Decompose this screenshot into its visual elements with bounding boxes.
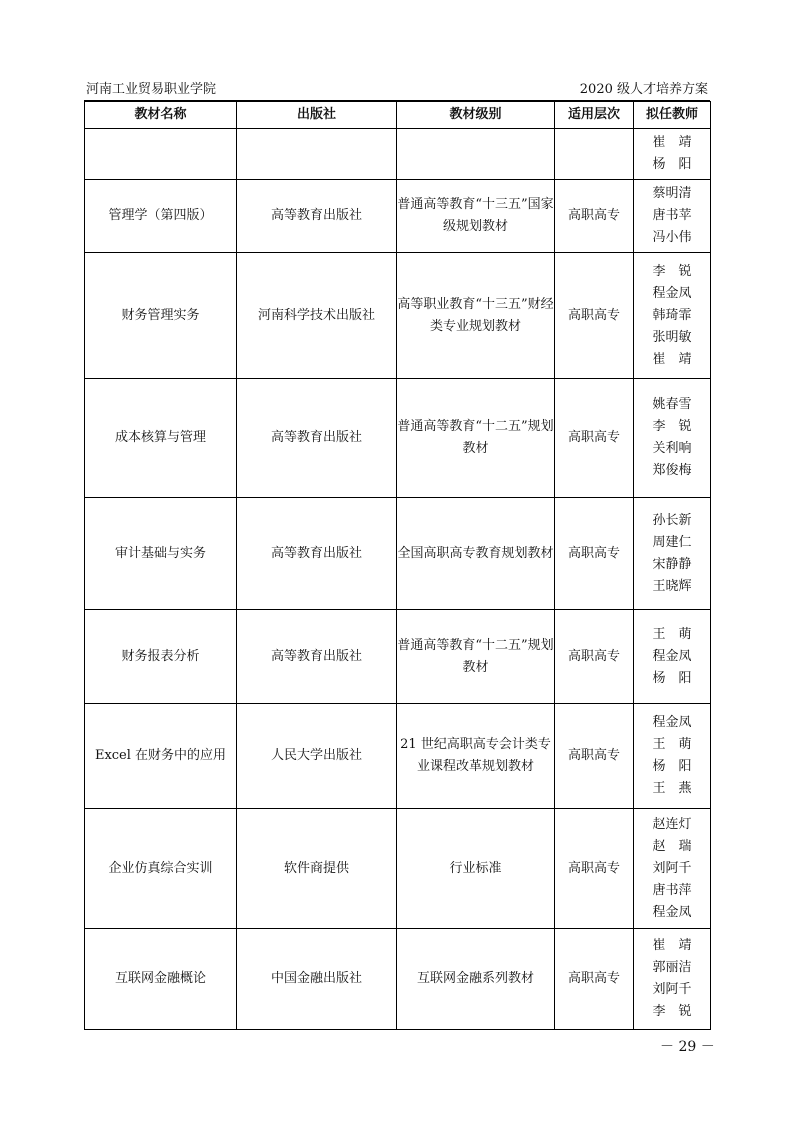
header-institution: 河南工业贸易职业学院	[86, 82, 217, 97]
teacher-name: 杨 阳	[652, 759, 692, 774]
cell-name: 成本核算与管理	[85, 379, 237, 498]
teacher-name: 蔡明清	[652, 186, 692, 201]
teacher-name: 李 锐	[652, 263, 692, 279]
teacher-name: 韩琦霏	[652, 307, 692, 323]
cell-name: 管理学（第四版）	[85, 180, 237, 253]
cell-level: 普通高等教育“十二五”规划教材	[397, 379, 555, 498]
cell-teachers	[634, 180, 711, 253]
cell-scope: 高职高专	[555, 379, 634, 498]
col-header-scope: 适用层次	[555, 102, 634, 129]
cell-publisher: 高等教育出版社	[237, 498, 397, 610]
col-header-publisher: 出版社	[237, 102, 397, 129]
cell-scope: 高职高专	[555, 253, 634, 379]
table-row	[85, 379, 711, 498]
teacher-name: 王 萌	[652, 737, 692, 752]
cell-publisher: 中国金融出版社	[237, 929, 397, 1030]
cell-name: 审计基础与实务	[85, 498, 237, 610]
cell-scope: 高职高专	[555, 809, 634, 929]
cell-name: 财务报表分析	[85, 610, 237, 704]
cell-publisher	[237, 129, 397, 180]
cell-scope: 高职高专	[555, 180, 634, 253]
cell-publisher: 软件商提供	[237, 809, 397, 929]
teacher-name: 程金凤	[652, 904, 692, 920]
cell-name: Excel 在财务中的应用	[85, 704, 237, 809]
teacher-name: 冯小伟	[652, 230, 692, 245]
teacher-name: 王晓辉	[652, 578, 692, 594]
table-row	[85, 610, 711, 704]
cell-name: 企业仿真综合实训	[85, 809, 237, 929]
col-header-name: 教材名称	[85, 102, 237, 129]
teacher-name: 王 萌	[652, 626, 692, 642]
cell-teachers	[634, 929, 711, 1030]
cell-teachers	[634, 704, 711, 809]
teacher-name: 宋静静	[652, 556, 692, 572]
teacher-name: 关利响	[652, 441, 692, 456]
cell-level	[397, 129, 555, 180]
cell-level: 全国高职高专教育规划教材	[397, 498, 555, 610]
teacher-name: 程金凤	[652, 285, 692, 301]
teacher-name: 程金凤	[652, 715, 692, 730]
teacher-name: 李 锐	[652, 1004, 692, 1019]
col-header-level: 教材级别	[397, 102, 555, 129]
cell-scope	[555, 129, 634, 180]
teacher-name: 孙长新	[652, 512, 692, 528]
cell-publisher: 高等教育出版社	[237, 379, 397, 498]
table-header-row	[85, 102, 711, 129]
cell-level: 普通高等教育“十三五”国家级规划教材	[397, 180, 555, 253]
table-row	[85, 180, 711, 253]
teacher-name: 赵 瑞	[652, 838, 692, 854]
cell-level: 行业标准	[397, 809, 555, 929]
cell-level: 互联网金融系列教材	[397, 929, 555, 1030]
cell-level: 21 世纪高职高专会计类专业课程改革规划教材	[397, 704, 555, 809]
teacher-name: 赵连灯	[652, 816, 692, 832]
teacher-name: 姚春雪	[652, 397, 692, 412]
cell-scope: 高职高专	[555, 610, 634, 704]
teacher-name: 张明敏	[652, 329, 692, 345]
cell-publisher: 高等教育出版社	[237, 180, 397, 253]
cell-name: 财务管理实务	[85, 253, 237, 379]
table-row	[85, 253, 711, 379]
teacher-name: 程金凤	[652, 648, 692, 664]
page-number: － 29 －	[660, 1039, 715, 1055]
teacher-name: 李 锐	[652, 419, 692, 434]
table-row	[85, 498, 711, 610]
teacher-name: 刘阿千	[652, 860, 692, 876]
teacher-name: 郑俊梅	[652, 463, 692, 478]
col-header-teachers: 拟任教师	[634, 102, 711, 129]
teacher-name: 崔 靖	[652, 135, 692, 150]
cell-teachers	[634, 809, 711, 929]
table-row	[85, 129, 711, 180]
page-header	[84, 76, 710, 98]
cell-level: 普通高等教育“十二五”规划教材	[397, 610, 555, 704]
teacher-name: 唐书萍	[652, 882, 692, 898]
cell-scope: 高职高专	[555, 929, 634, 1030]
cell-publisher: 高等教育出版社	[237, 610, 397, 704]
table-row	[85, 809, 711, 929]
table-row	[85, 704, 711, 809]
header-document-title: 2020 级人才培养方案	[579, 82, 708, 97]
teacher-name: 杨 阳	[652, 157, 692, 172]
cell-teachers	[634, 610, 711, 704]
cell-name: 互联网金融概论	[85, 929, 237, 1030]
cell-level: 高等职业教育“十三五”财经类专业规划教材	[397, 253, 555, 379]
cell-name	[85, 129, 237, 180]
cell-teachers	[634, 253, 711, 379]
teacher-name: 崔 靖	[652, 938, 692, 953]
teacher-name: 杨 阳	[652, 670, 692, 686]
cell-scope: 高职高专	[555, 498, 634, 610]
teacher-name: 郭丽洁	[652, 960, 692, 975]
textbook-table	[84, 101, 711, 1030]
cell-teachers	[634, 498, 711, 610]
table-row	[85, 929, 711, 1030]
teacher-name: 刘阿千	[652, 982, 692, 997]
cell-scope: 高职高专	[555, 704, 634, 809]
cell-teachers	[634, 379, 711, 498]
teacher-name: 崔 靖	[652, 351, 692, 367]
cell-publisher: 河南科学技术出版社	[237, 253, 397, 379]
teacher-name: 唐书苹	[652, 208, 692, 223]
cell-publisher: 人民大学出版社	[237, 704, 397, 809]
cell-teachers	[634, 129, 711, 180]
teacher-name: 王 燕	[652, 781, 692, 796]
teacher-name: 周建仁	[652, 534, 692, 550]
